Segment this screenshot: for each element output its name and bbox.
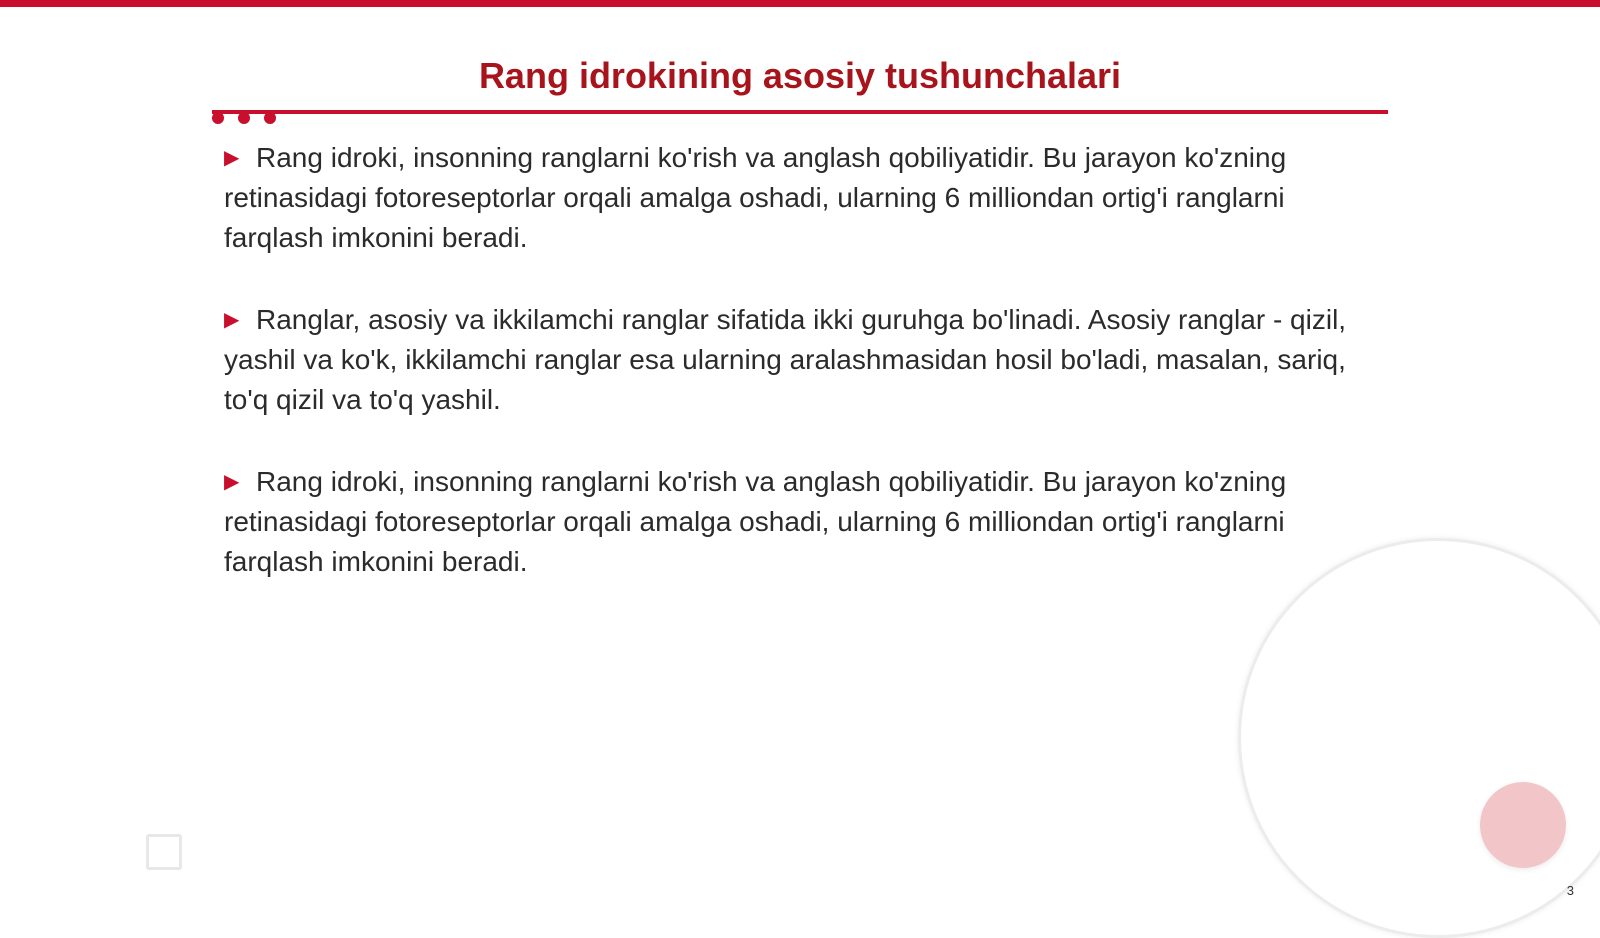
decor-square xyxy=(146,834,182,870)
decor-circle-pink xyxy=(1480,782,1566,868)
bullet-item xyxy=(224,462,1384,582)
bullet-text: Rang idroki, insonning ranglarni ko'rish va anglash qobiliyatidir. Bu jarayon ko'zning retinasidagi fotoreseptorlar orqali amalga oshadi, ularning 6 milliondan ortig'i ranglarni farqlash imkonini beradi. xyxy=(224,142,1287,253)
bullet-arrow-icon: ▶ xyxy=(224,471,240,493)
slide-title: Rang idrokining asosiy tushunchalari xyxy=(478,55,1122,96)
bullet-text: Ranglar, asosiy va ikkilamchi ranglar sifatida ikki guruhga bo'linadi. Asosiy ranglar - qizil, yashil va ko'k, ikkilamchi ranglar esa ularning aralashmasidan hosil bo'ladi, masalan, sariq, to'q qizil va to'q yashil. xyxy=(224,304,1347,415)
bullet-arrow-icon: ▶ xyxy=(224,309,240,331)
decor-dot xyxy=(264,112,276,124)
page-number: 3 xyxy=(1566,883,1574,898)
title-underline xyxy=(212,110,1388,114)
bullet-arrow-icon: ▶ xyxy=(224,147,240,169)
bullet-text: Rang idroki, insonning ranglarni ko'rish va anglash qobiliyatidir. Bu jarayon ko'zning retinasidagi fotoreseptorlar orqali amalga oshadi, ularning 6 milliondan ortig'i ranglarni farqlash imkonini beradi. xyxy=(224,466,1287,577)
bullet-item xyxy=(224,138,1384,258)
top-accent-bar xyxy=(0,0,1600,7)
bullet-list xyxy=(224,138,1384,624)
decor-dot xyxy=(238,112,250,124)
decor-dot xyxy=(212,112,224,124)
bullet-item xyxy=(224,300,1384,420)
